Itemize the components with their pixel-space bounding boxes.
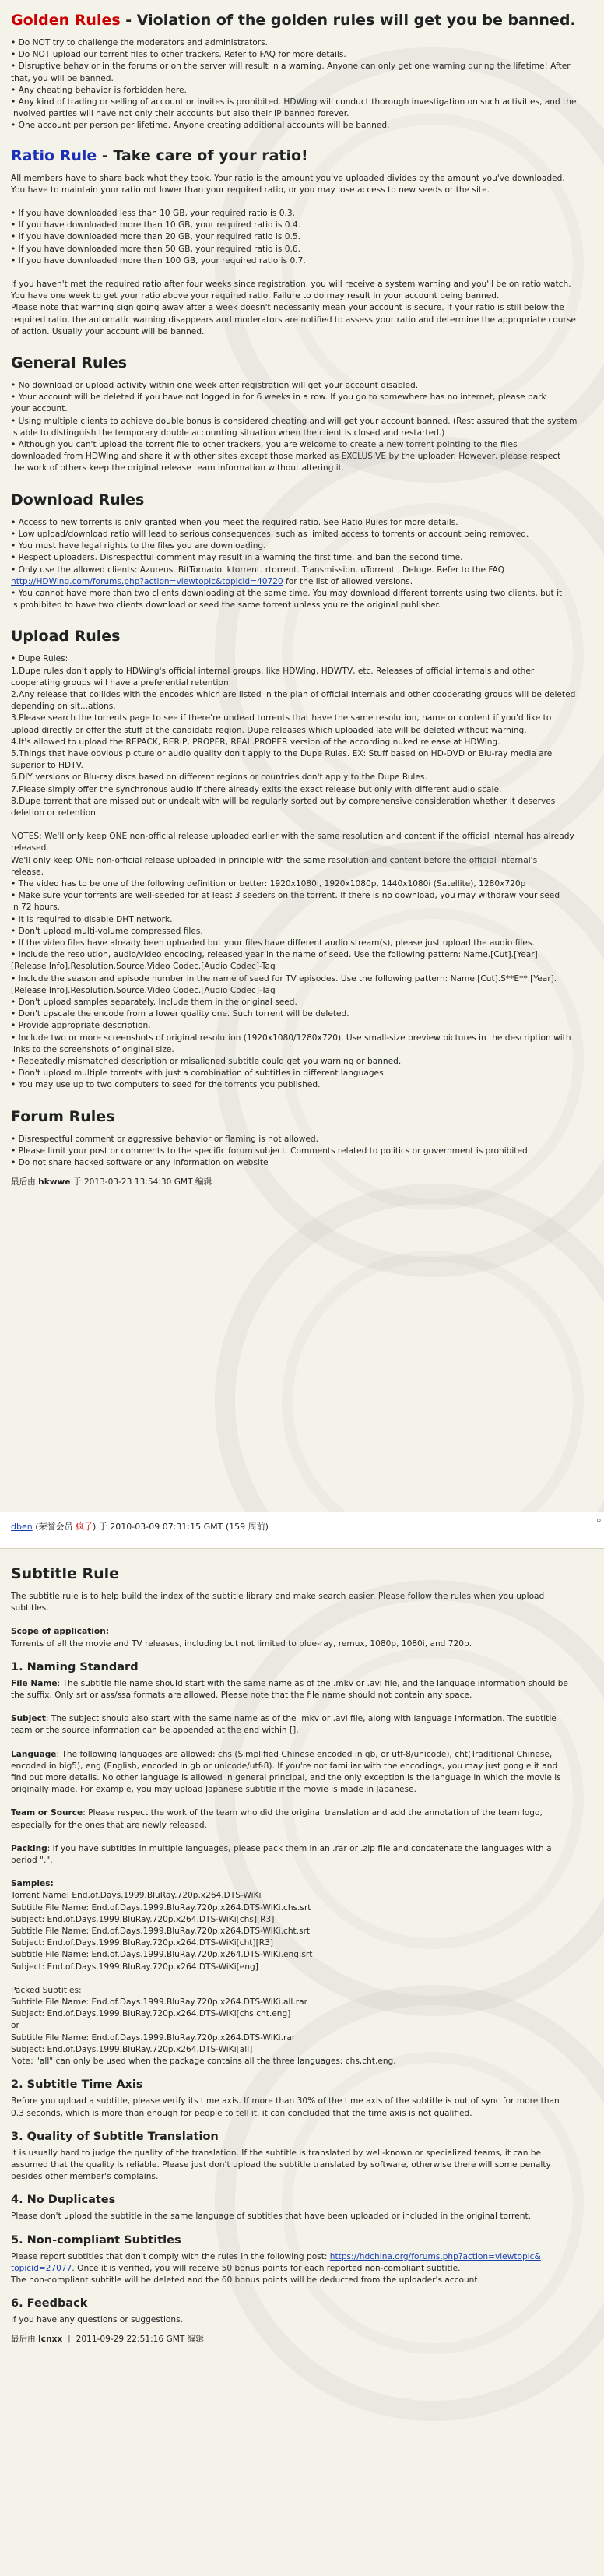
- rule-line: encoded in big5), eng (English, encoded in gb or unicode/utf-8). If you're not familiar with the encodings, you may just google it and: [11, 1761, 558, 1771]
- rule-line: Language: The following languages are allowed: chs (Simplified Chinese encoded in gb, or utf-8/unicode), cht(Traditional Chinese,: [11, 1749, 553, 1759]
- sample-line: Subtitle File Name: End.of.Days.1999.BluRay.720p.x264.DTS-WiKi.chs.srt: [11, 1902, 311, 1913]
- rule-line: • Include two or more screenshots of original resolution (1920x1080/1280x720). Use small-size preview pictures in the description with: [11, 1033, 571, 1043]
- rule-line: • Although you can't upload the torrent file to other trackers, you are welcome to create a new torrent pointing to the files: [11, 440, 518, 450]
- rule-line: team or the source information can be appended at the end within [].: [11, 1726, 299, 1736]
- rule-line: • Disrespectful comment or aggressive behavior or flaming is not allowed.: [11, 1134, 318, 1144]
- rule-line: in 72 hours.: [11, 903, 61, 913]
- rule-line: The non-compliant subtitle will be deleted and the 60 bonus points will be deducted from the uploader's account.: [11, 2275, 480, 2285]
- rule-line: deletion or retention.: [11, 808, 99, 818]
- rule-line: involved parties will have not only their accounts but also their IP banned forever.: [11, 109, 349, 119]
- rule-line: Team or Source: Please respect the work of the team who did the original translation and add the annotation of the team logo,: [11, 1808, 543, 1818]
- watermark-stamp: [215, 1184, 604, 1512]
- sample-line: Note: "all" can only be used when the package contains all the three languages: chs,cht,eng.: [11, 2057, 396, 2067]
- rule-line: released.: [11, 843, 49, 853]
- rule-line: period ".".: [11, 1856, 53, 1866]
- ratio-rule-text: [11, 173, 593, 338]
- rule-line: NOTES: We'll only keep ONE non-official release uploaded earlier with the same resolution and content if the official internal has already: [11, 832, 574, 842]
- sample-line: Subtitle File Name: End.of.Days.1999.BluRay.720p.x264.DTS-WiKi.all.rar: [11, 1997, 307, 2008]
- rule-line: 4.It's allowed to upload the REPACK, RERIP, PROPER, REAL.PROPER version of the according nuked release at HDWing.: [11, 737, 500, 747]
- rule-line: originally made. For example, you may upload Japanese subtitle if the movie is made in Japanese.: [11, 1785, 416, 1795]
- download-rules-list: [11, 517, 593, 612]
- sample-line: Torrent Name: End.of.Days.1999.BluRay.720p.x264.DTS-WiKi: [11, 1891, 262, 1901]
- rule-line: downloaded from HDWing and share it with other sites except those marked as EXCLUSIVE by the uploader. However, please respect: [11, 452, 561, 462]
- rule-line: upload directly or offer the stuff at the candidate region. Dupe releases which uploaded late will be deleted without warning.: [11, 725, 527, 735]
- rule-line: • Do not share hacked software or any information on website: [11, 1158, 269, 1168]
- author-class: 疯子: [76, 1522, 93, 1532]
- rule-line: • Include the season and episode number in the name of seed for TV episodes. Use the following pattern: Name.[Cut].S**E**.[Year].: [11, 973, 557, 984]
- ratio-level: • If you have downloaded more than 50 GB, your required ratio is 0.6.: [11, 244, 300, 254]
- ratio-rule-heading: Ratio Rule - Take care of your ratio!: [11, 146, 308, 164]
- sample-line: or: [11, 2021, 19, 2031]
- rule-line: • You cannot have more than two clients downloading at the same time. You may download different torrents using two clients, but it: [11, 588, 563, 598]
- packed-label: Packed Subtitles:: [11, 1985, 82, 1995]
- feedback-heading: 6. Feedback: [11, 2297, 88, 2310]
- rule-line: • One account per person per lifetime. Anyone creating additional accounts will be banned.: [11, 121, 390, 131]
- rule-line: • It is required to disable DHT network.: [11, 914, 173, 924]
- rule-line: is able to distinguish the temporary double accounting situation when the client is closed and restarted.): [11, 428, 445, 438]
- rule-line: the work of others keep the original release team information without altering it.: [11, 463, 345, 473]
- download-rules-heading: Download Rules: [11, 491, 145, 509]
- rule-line: http://HDWing.com/forums.php?action=viewtopic&topicid=40720 for the list of allowed versions.: [11, 576, 413, 586]
- rule-line: • Dupe Rules:: [11, 654, 68, 664]
- faq-versions-link[interactable]: http://HDWing.com/forums.php?action=viewtopic&topicid=40720: [11, 576, 283, 586]
- rule-line: • Please limit your post or comments to the specific forum subject. Comments related to politics or government is prohibited.: [11, 1145, 531, 1156]
- rule-line: Packing: If you have subtitles in multiple languages, please pack them in an .rar or .zip file and concatenate the languages with a: [11, 1843, 552, 1853]
- author-link[interactable]: dben: [11, 1522, 33, 1532]
- subtitle-rule-heading: Subtitle Rule: [11, 1565, 120, 1582]
- rule-line: The subtitle rule is to help build the index of the subtitle library and make search easier. Please follow the rules when you upload: [11, 1592, 545, 1601]
- rule-line: • Your account will be deleted if you have not logged in for 6 weeks in a row. If you go to somewhere has no internet, please park: [11, 392, 546, 403]
- forum-rules-heading: Forum Rules: [11, 1107, 115, 1125]
- rule-line: • Don't upload multiple torrents with just a combination of subtitles in different languages.: [11, 1068, 386, 1079]
- post-header: [0, 1512, 604, 1548]
- rule-line: • You may use up to two computers to seed for the torrents you published.: [11, 1080, 321, 1090]
- rule-line: 1.Dupe rules don't apply to HDWing's official internal groups, like HDWing, HDWTV, etc. Releases of official internals and other: [11, 666, 535, 676]
- rule-line: is prohibited to have two clients download or seed the same torrent unless you're the original publisher.: [11, 600, 441, 611]
- sample-line: Subtitle File Name: End.of.Days.1999.BluRay.720p.x264.DTS-WiKi.cht.srt: [11, 1927, 311, 1937]
- naming-standard-heading: 1. Naming Standard: [11, 1660, 139, 1673]
- ratio-level: • If you have downloaded more than 100 GB, your required ratio is 0.7.: [11, 255, 306, 266]
- rule-line: • Any cheating behavior is forbidden here.: [11, 85, 187, 95]
- rule-line: • Don't upscale the encode from a lower quality one. Such torrent will be deleted.: [11, 1009, 349, 1019]
- rule-line: Please note that warning sign going away after a week doesn't necessarily mean your account is secure. If your ratio is still below the: [11, 303, 564, 313]
- post-time: 于 2010-03-09 07:31:15 GMT (159 周前): [96, 1522, 269, 1532]
- rule-line: • Don't upload samples separately. Include them in the original seed.: [11, 998, 297, 1007]
- rule-line: • No download or upload activity within one week after registration will get your account disabled.: [11, 381, 419, 391]
- rule-line: assumed that the quality is reliable. Please just don't upload the subtitle translated by software, otherwise there will some penalty: [11, 2159, 551, 2170]
- samples-label: Samples:: [11, 1879, 54, 1889]
- rule-line: topicid=27077. Once it is verified, you will receive 50 bonus points for each reported non-compliant subtitle.: [11, 2263, 461, 2273]
- rule-line: 6.DIY versions or Blu-ray discs based on different regions or countries don't apply to the Dupe Rules.: [11, 772, 427, 783]
- rule-line: 7.Please simply offer the synchronous audio if there already exits the exact release but only with different audio scale.: [11, 784, 502, 794]
- rule-line: required ratio, the automatic warning disappears and moderators are notified to assess your ratio and determine the appropriate course: [11, 315, 576, 325]
- sample-line: Subject: End.of.Days.1999.BluRay.720p.x264.DTS-WiKi[eng]: [11, 1962, 258, 1972]
- rule-line: 3.Please search the torrents page to see if there're undead torrents that have the same resolution, name or content if you'd like to: [11, 713, 552, 723]
- rule-line: • Using multiple clients to achieve double bonus is considered cheating and will get your account banned. (Rest assured that the system: [11, 416, 578, 426]
- post-meta: dben (荣誉会员 疯子) 于 2010-03-09 07:31:15 GMT (159 周前): [11, 1522, 269, 1532]
- rule-line: the suffix. Only srt or ass/ssa formats are allowed. Please note that the file name should not contain any space.: [11, 1691, 472, 1701]
- rule-line: of action. Usually your account will be banned.: [11, 326, 205, 336]
- rule-line: If you haven't met the required ratio after four weeks since registration, you will receive a system warning and you'll be on ratio watch.: [11, 280, 571, 290]
- time-axis-heading: 2. Subtitle Time Axis: [11, 2078, 143, 2092]
- rule-line: your account.: [11, 404, 68, 414]
- scope-label: Scope of application:: [11, 1627, 109, 1637]
- rule-line: • Disruptive behavior in the forums or on the server will result in a warning. Anyone can only get one warning during the lifetime! After: [11, 62, 571, 72]
- sample-line: Subject: End.of.Days.1999.BluRay.720p.x264.DTS-WiKi[all]: [11, 2044, 253, 2054]
- rule-line: [Release Info].Resolution.Source.Video Codec.[Audio Codec]-Tag: [11, 985, 276, 995]
- rule-line: • Provide appropriate description.: [11, 1021, 151, 1031]
- rule-line: • Only use the allowed clients: Azureus. BitTornado. ktorrent. rtorrent. Transmission. uTorrent . Deluge. Refer to the FAQ: [11, 565, 504, 575]
- rule-line: • If the video files have already been uploaded but your files have different audio stream(s), please just upload the audio files.: [11, 938, 535, 948]
- ratio-level: • If you have downloaded more than 10 GB, your required ratio is 0.4.: [11, 220, 300, 231]
- golden-rules-heading: Golden Rules - Violation of the golden rules will get you be banned.: [11, 12, 576, 29]
- rule-line: • Make sure your torrents are well-seeded for at least 3 seeders on the torrent. If there is no download, you may withdraw your seed: [11, 891, 560, 901]
- report-post-link[interactable]: https://hdchina.org/forums.php?action=viewtopic&: [329, 2251, 541, 2261]
- rule-line: You have one week to get your ratio above your required ratio. Failure to do may result in your account being banned.: [11, 291, 500, 301]
- rule-line: Please don't upload the subtitle in the same language of subtitles that have been uploaded or included in the original torrent.: [11, 2212, 532, 2222]
- rule-line: • Do NOT upload our torrent files to other trackers. Refer to FAQ for more details.: [11, 50, 346, 60]
- rule-line: superior to HDTV.: [11, 761, 83, 771]
- rule-line: 0.3 seconds, which is more than enough for people to tell it, it can concluded that the time axis is not qualified.: [11, 2108, 472, 2118]
- sample-line: Subject: End.of.Days.1999.BluRay.720p.x264.DTS-WiKi[chs.cht.eng]: [11, 2009, 291, 2019]
- rule-line: File Name: The subtitle file name should start with the same name as of the .mkv or .avi file, and the language information should be: [11, 1678, 568, 1688]
- rule-line: release.: [11, 867, 44, 877]
- general-rules-list: [11, 380, 593, 475]
- rule-line: especially for the ones that are newly released.: [11, 1820, 207, 1830]
- rule-line: depending on sit...ations.: [11, 702, 116, 712]
- upload-rules-list: [11, 653, 593, 1091]
- noncompliant-heading: 5. Non-compliant Subtitles: [11, 2233, 181, 2247]
- rule-line: You have to maintain your ratio not lower than your required ratio, or you may lose access to new seeds or the site.: [11, 185, 490, 195]
- quality-heading: 3. Quality of Subtitle Translation: [11, 2130, 219, 2143]
- rule-line: It is usually hard to judge the quality of the translation. If the subtitle is translated by well-known or specialized teams, it can be: [11, 2148, 542, 2158]
- scope-text: Torrents of all the movie and TV releases, including but not limited to blue-ray, remux, 1080p, 1080i, and 720p.: [11, 1638, 472, 1649]
- duplicates-heading: 4. No Duplicates: [11, 2194, 116, 2207]
- rule-line: • Low upload/download ratio will lead to serious consequences, such as limited access to torrents or account being removed.: [11, 529, 529, 539]
- editor-name[interactable]: hkwwe: [38, 1177, 71, 1188]
- rule-line: Before you upload a subtitle, please verify its time axis. If more than 30% of the time axis of the subtitle is out of sync for more than: [11, 2096, 560, 2106]
- editor-name[interactable]: lcnxx: [38, 2335, 63, 2345]
- rule-line: Subject: The subject should also start with the same name as of the .mkv or .avi file, along with language information. The subtitle: [11, 1714, 557, 1724]
- rule-line: All members have to share back what they took. Your ratio is the amount you've uploaded divides by the amount you've downloaded.: [11, 173, 565, 183]
- rule-line: • Do NOT try to challenge the moderators and administrators.: [11, 38, 268, 48]
- rule-line: • Access to new torrents is only granted when you meet the required ratio. See Ratio Rules for more details.: [11, 517, 458, 527]
- rule-line: • You must have legal rights to the files you are downloading.: [11, 541, 266, 551]
- sample-line: Subtitle File Name: End.of.Days.1999.BluRay.720p.x264.DTS-WiKi.eng.srt: [11, 1950, 313, 1960]
- rule-line: • The video has to be one of the following definition or better: 1920x1080i, 1920x1080p, 1440x1080i (Satellite), 1280x720p: [11, 878, 526, 889]
- rule-line: that, you will be banned.: [11, 73, 114, 83]
- rule-line: 5.Things that have obvious picture or audio quality don't apply to the Dupe Rules. EX: Stuff based on HD-DVD or Blu-ray media are: [11, 748, 553, 758]
- edit-signature: 最后由 hkwwe 于 2013-03-23 13:54:30 GMT 编辑: [11, 1177, 212, 1188]
- rule-line: • Repeatedly mismatched description or misaligned subtitle could get you warning or banned.: [11, 1057, 402, 1067]
- rule-line: find out more details. No other language is allowed in general principal, and the only exception is the language in which the movie is: [11, 1773, 561, 1783]
- rule-line: • Include the resolution, audio/video encoding, released year in the name of seed. Use the following pattern: Name.[Cut].[Year].: [11, 950, 541, 960]
- rule-line: • Respect uploaders. Disrespectful comment may result in a warning the first time, and ban the second time.: [11, 553, 463, 563]
- rule-line: [Release Info].Resolution.Source.Video Codec.[Audio Codec]-Tag: [11, 962, 276, 972]
- rule-line: We'll only keep ONE non-official release uploaded in principle with the same resolution and content before the official internal's: [11, 855, 538, 865]
- rule-line: • Don't upload multi-volume compressed files.: [11, 926, 203, 936]
- rule-line: Please report subtitles that don't comply with the rules in the following post: https://hdchina.org/forums.php?action=viewtopic&: [11, 2251, 541, 2261]
- sample-line: Subject: End.of.Days.1999.BluRay.720p.x264.DTS-WiKi[cht][R3]: [11, 1938, 273, 1948]
- rule-line: subtitles.: [11, 1603, 49, 1614]
- upload-rules-heading: Upload Rules: [11, 628, 121, 646]
- spacer: [11, 819, 593, 831]
- rule-line: links to the screenshots of original size.: [11, 1044, 174, 1054]
- edit-signature: 最后由 lcnxx 于 2011-09-29 22:51:16 GMT 编辑: [11, 2335, 204, 2345]
- subtitle-rules-post: [0, 1548, 604, 2576]
- report-post-link-cont[interactable]: topicid=27077: [11, 2263, 72, 2273]
- rule-line: 8.Dupe torrent that are missed out or undealt with will be regularly sorted out by comprehensive consideration whether it deserves: [11, 796, 556, 806]
- sample-line: Subtitle File Name: End.of.Days.1999.BluRay.720p.x264.DTS-WiKi.rar: [11, 2032, 296, 2043]
- general-rules-heading: General Rules: [11, 354, 128, 372]
- rule-line: • Any kind of trading or selling of account or invites is prohibited. HDWing will conduct thorough investigation on such activities, and the: [11, 97, 577, 107]
- rule-line: 2.Any release that collides with the encodes which are listed in the plan of official internals and other cooperating groups will be deleted: [11, 689, 576, 699]
- quote-icon[interactable]: ⫯: [596, 1517, 601, 1529]
- golden-rules-list: [11, 37, 593, 132]
- rule-line: besides other member's complains.: [11, 2172, 159, 2182]
- forum-rules-list: [11, 1134, 593, 1170]
- sample-line: Subject: End.of.Days.1999.BluRay.720p.x264.DTS-WiKi[chs][R3]: [11, 1914, 275, 1924]
- rule-line: If you have any questions or suggestions.: [11, 2315, 184, 2325]
- rule-line: cooperating groups will have a preferential retention.: [11, 677, 232, 688]
- ratio-level: • If you have downloaded more than 20 GB, your required ratio is 0.5.: [11, 232, 300, 242]
- ratio-level: • If you have downloaded less than 10 GB, your required ratio is 0.3.: [11, 209, 296, 219]
